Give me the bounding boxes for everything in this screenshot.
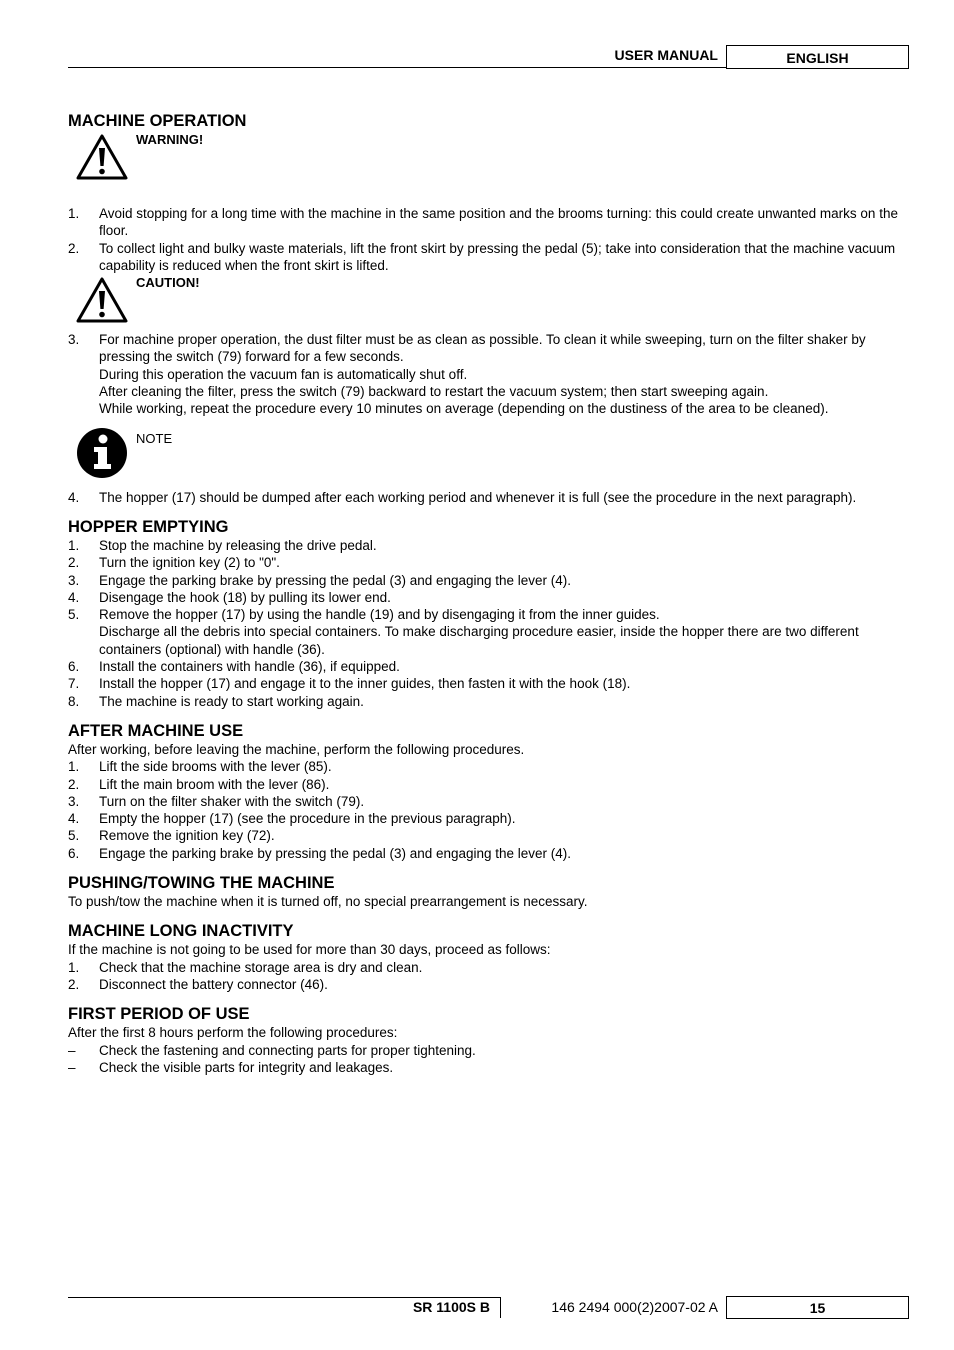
footer-rule: [68, 1297, 500, 1298]
info-icon: [75, 426, 129, 480]
list-item-line: During this operation the vacuum fan is automatically shut off.: [99, 366, 468, 382]
list-item-line: Disengage the hook (18) by pulling its lower end.: [99, 589, 391, 605]
list-item: [68, 658, 910, 675]
list-item-text: [99, 845, 910, 862]
footer-doc-code: 146 2494 000(2)2007-02 A: [551, 1299, 718, 1315]
list-item-number: 1.: [68, 537, 80, 553]
list-item: [68, 845, 910, 862]
list-item: [68, 572, 910, 589]
page-content: [68, 111, 910, 1076]
section-title-machine-operation: MACHINE OPERATION: [68, 112, 247, 130]
list-item-line: Remove the ignition key (72).: [99, 828, 275, 844]
list-item-text: [99, 554, 910, 571]
list-item-number: 3.: [68, 572, 80, 588]
header-manual-label: USER MANUAL: [614, 47, 718, 63]
list-item: [68, 489, 910, 506]
list-item-line: Turn on the filter shaker with the switch (79).: [99, 793, 365, 809]
list-item-text: [99, 758, 910, 775]
first-use-checks-list: [68, 1042, 910, 1077]
list-item-line: To collect light and bulky waste materials, lift the front skirt by pressing the pedal (5); take into consideration that the machine vacuum capability is reduced when the front skirt is lifted.: [99, 240, 896, 273]
list-item-text: [99, 658, 910, 675]
list-item-line: Engage the parking brake by pressing the pedal (3) and engaging the lever (4).: [99, 572, 572, 588]
list-item-number: 1.: [68, 206, 80, 221]
list-item-text: [99, 959, 910, 976]
list-item-line: Stop the machine by releasing the drive pedal.: [99, 537, 377, 553]
list-item-text: [99, 810, 910, 827]
list-item-text: [99, 675, 910, 692]
header-language-box: ENGLISH: [726, 45, 909, 69]
list-item-text: [99, 331, 910, 417]
list-item-line: Check the fastening and connecting parts for proper tightening.: [99, 1042, 476, 1058]
list-item: [68, 1042, 910, 1059]
operation-list-a: [68, 205, 910, 274]
note-notice: [68, 424, 910, 484]
list-item-number: 6.: [68, 659, 80, 675]
list-item-text: [99, 693, 910, 710]
list-item: [68, 537, 910, 554]
list-item-line: Check that the machine storage area is dry and clean.: [99, 959, 423, 975]
list-item-line: For machine proper operation, the dust filter must be as clean as possible. To clean it while sweeping, turn on the filter shaker by pressing the switch (79) forward for a few seconds.: [99, 332, 866, 365]
list-item-number: –: [68, 1059, 76, 1075]
list-item-number: 4.: [68, 589, 80, 605]
list-item-number: 4.: [68, 811, 80, 827]
list-item-line: After cleaning the filter, press the switch (79) backward to restart the vacuum system; then start sweeping again.: [99, 384, 769, 400]
list-item-number: 2.: [68, 240, 80, 256]
list-item-number: 4.: [68, 489, 80, 505]
hopper-steps-list: [68, 537, 910, 710]
inactivity-intro: If the machine is not going to be used for more than 30 days, proceed as follows:: [68, 942, 551, 958]
list-item: [68, 976, 910, 993]
footer-page-number: 15: [726, 1296, 909, 1319]
note-label: NOTE: [136, 430, 173, 446]
list-item-line: Install the containers with handle (36), if equipped.: [99, 659, 400, 675]
warning-label: WARNING!: [136, 132, 204, 147]
list-item-line: While working, repeat the procedure every 10 minutes on average (depending on the dustiness of the area to be cleaned).: [99, 401, 829, 417]
section-title-long-inactivity: MACHINE LONG INACTIVITY: [68, 922, 294, 941]
list-item: [68, 827, 910, 844]
list-item-text: [99, 572, 910, 589]
list-item: [68, 693, 910, 710]
list-item: [68, 959, 910, 976]
list-item-text: [99, 205, 910, 240]
list-item-text: [99, 1042, 910, 1059]
list-item-number: 1.: [68, 959, 80, 975]
list-item-text: [99, 537, 910, 554]
caution-label: CAUTION!: [136, 275, 200, 291]
after-use-intro: After working, before leaving the machine, perform the following procedures.: [68, 741, 525, 757]
footer-model: SR 1100S B: [412, 1299, 490, 1315]
first-use-intro: After the first 8 hours perform the following procedures:: [68, 1025, 398, 1041]
list-item: [68, 675, 910, 692]
list-item-line: Remove the hopper (17) by using the handle (19) and by disengaging it from the inner guides.: [99, 607, 660, 623]
caution-triangle-icon: [75, 276, 129, 324]
header-rule: [68, 67, 727, 68]
list-item-line: The machine is ready to start working again.: [99, 693, 364, 709]
list-item-line: Engage the parking brake by pressing the pedal (3) and engaging the lever (4).: [99, 845, 572, 861]
list-item-number: 2.: [68, 555, 80, 571]
list-item-number: 3.: [68, 793, 80, 809]
list-item: [68, 554, 910, 571]
section-title-pushing-towing: PUSHING/TOWING THE MACHINE: [68, 874, 335, 893]
list-item-line: Avoid stopping for a long time with the machine in the same position and the brooms turning: this could create unwanted marks on the floor.: [99, 206, 898, 239]
list-item-text: [99, 240, 910, 275]
list-item-text: [99, 489, 910, 506]
list-item-line: Discharge all the debris into special containers. To make discharging procedure easier, inside the hopper there are two different containers (optional) with handle (36).: [99, 624, 859, 657]
list-item: [68, 1059, 910, 1076]
list-item-text: [99, 793, 910, 810]
list-item-number: 3.: [68, 332, 80, 348]
list-item-number: 5.: [68, 828, 80, 844]
list-item-text: [99, 976, 910, 993]
list-item-line: Empty the hopper (17) (see the procedure in the previous paragraph).: [99, 811, 516, 827]
list-item: [68, 589, 910, 606]
list-item: [68, 810, 910, 827]
list-item-line: Check the visible parts for integrity and leakages.: [99, 1059, 394, 1075]
list-item-text: [99, 589, 910, 606]
list-item-number: 5.: [68, 607, 80, 623]
section-title-first-period-of-use: FIRST PERIOD OF USE: [68, 1005, 250, 1024]
list-item-line: Lift the main broom with the lever (86).: [99, 776, 330, 792]
list-item-line: Turn the ignition key (2) to "0".: [99, 555, 280, 571]
list-item: [68, 240, 910, 275]
operation-item-3: [68, 331, 910, 417]
after-use-steps-list: [68, 758, 910, 862]
list-item: [68, 205, 910, 240]
operation-item-4: [68, 489, 910, 506]
list-item-text: [99, 827, 910, 844]
list-item-number: 2.: [68, 976, 80, 992]
list-item-number: 1.: [68, 759, 80, 775]
list-item-text: [99, 776, 910, 793]
list-item: [68, 776, 910, 793]
list-item-line: Lift the side brooms with the lever (85).: [99, 759, 332, 775]
list-item: [68, 758, 910, 775]
list-item: [68, 331, 910, 417]
warning-triangle-icon: [75, 133, 129, 181]
list-item-text: [99, 1059, 910, 1076]
section-title-after-machine-use: AFTER MACHINE USE: [68, 721, 244, 740]
caution-notice: [68, 274, 910, 326]
list-item-text: [99, 606, 910, 658]
list-item-line: The hopper (17) should be dumped after each working period and whenever it is full (see the procedure in the next paragraph).: [99, 489, 857, 505]
inactivity-steps-list: [68, 959, 910, 994]
list-item-number: 2.: [68, 776, 80, 792]
list-item-line: Install the hopper (17) and engage it to the inner guides, then fasten it with the hook (18).: [99, 676, 631, 692]
warning-notice: [68, 131, 910, 183]
list-item-number: 8.: [68, 693, 80, 709]
list-item: [68, 606, 910, 658]
list-item-number: 7.: [68, 676, 80, 692]
list-item-number: 6.: [68, 845, 80, 861]
list-item-number: –: [68, 1042, 76, 1058]
list-item: [68, 793, 910, 810]
section-title-hopper-emptying: HOPPER EMPTYING: [68, 517, 229, 536]
list-item-line: Disconnect the battery connector (46).: [99, 976, 328, 992]
towing-text: To push/tow the machine when it is turned off, no special prearrangement is necessary.: [68, 894, 588, 910]
